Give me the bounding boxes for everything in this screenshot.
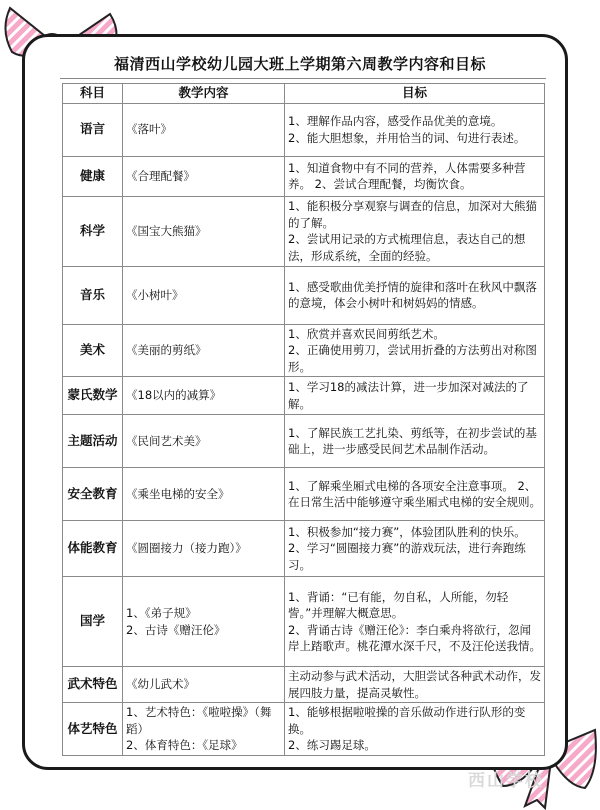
goal-line: 1、了解民族工艺扎染、剪纸等，在初步尝试的基础上，进一步感受民间艺术品制作活动。 bbox=[288, 425, 537, 456]
subject-cell: 安全教育 bbox=[63, 468, 123, 521]
title-divider bbox=[60, 78, 546, 79]
goal-cell bbox=[285, 266, 545, 324]
table-row bbox=[63, 324, 545, 377]
content-cell bbox=[123, 377, 285, 415]
content-cell bbox=[123, 103, 285, 156]
table-row bbox=[63, 415, 545, 468]
content-line: 《小树叶》 bbox=[126, 287, 184, 302]
goal-cell bbox=[285, 468, 545, 521]
content-line: 《民间艺术美》 bbox=[126, 433, 207, 448]
content-line: 2、体育特色：《足球》 bbox=[126, 738, 243, 752]
content-line: 《美丽的剪纸》 bbox=[126, 343, 207, 357]
content-line: 1、《弟子规》 bbox=[126, 606, 197, 620]
table-row bbox=[63, 103, 545, 156]
watermark-text: 西山学校 bbox=[468, 771, 544, 791]
content-line: 《18以内的减算》 bbox=[126, 388, 222, 403]
goal-line: 2、正确使用剪刀，尝试用折叠的方法剪出对称图形。 bbox=[288, 343, 537, 374]
goal-line: 2、背诵古诗《赠汪伦》：李白乘舟将欲行，忽闻岸上踏歌声。桃花潭水深千尺，不及汪伦送我情。 bbox=[288, 622, 541, 653]
goal-line: 1、能积极分享观察与调查的信息，加深对大熊猫的了解。 bbox=[288, 199, 537, 230]
content-line: 《幼儿武术》 bbox=[126, 677, 195, 692]
schedule-table bbox=[62, 83, 545, 756]
table-header-row bbox=[63, 84, 545, 104]
subject-cell: 语言 bbox=[63, 103, 123, 156]
goal-cell bbox=[285, 377, 545, 415]
goal-line: 1、积极参加“接力赛”，体验团队胜利的快乐。2、学习“圆圈接力赛”的游戏玩法，进行奔跑练习。 bbox=[288, 524, 526, 572]
subject-cell: 武术特色 bbox=[63, 667, 123, 703]
goal-cell bbox=[285, 324, 545, 377]
goal-line: 1、感受歌曲优美抒情的旋律和落叶在秋风中飘落的意境，体会小树叶和树妈妈的情感。 bbox=[288, 279, 537, 310]
subject-cell: 体能教育 bbox=[63, 521, 123, 577]
goal-cell bbox=[285, 703, 545, 756]
header-content: 教学内容 bbox=[123, 84, 285, 104]
goal-line: 2、练习踢足球。 bbox=[288, 738, 376, 752]
goal-cell bbox=[285, 196, 545, 266]
content-cell bbox=[123, 196, 285, 266]
subject-cell: 国学 bbox=[63, 577, 123, 667]
table-row bbox=[63, 667, 545, 703]
content-cell bbox=[123, 415, 285, 468]
content-line: 1、艺术特色：《啦啦操》（舞蹈） bbox=[126, 705, 272, 736]
goal-line: 1、能够根据啦啦操的音乐做动作进行队形的变换。 bbox=[288, 705, 526, 736]
subject-cell: 主题活动 bbox=[63, 415, 123, 468]
goal-cell bbox=[285, 521, 545, 577]
content-line: 《圆圈接力（接力跑）》 bbox=[126, 541, 247, 556]
content-line: 2、古诗《赠汪伦》 bbox=[126, 622, 226, 637]
table-row bbox=[63, 703, 545, 756]
table-row bbox=[63, 156, 545, 196]
content-cell bbox=[123, 468, 285, 521]
goal-line: 1、背诵：“已有能，勿自私，人所能，勿轻訾。”并理解大概意思。 bbox=[288, 589, 509, 620]
subject-cell: 蒙氏数学 bbox=[63, 377, 123, 415]
page-title: 福清西山学校幼儿园大班上学期第六周教学内容和目标 bbox=[113, 55, 486, 73]
content-cell bbox=[123, 703, 285, 756]
subject-cell: 美术 bbox=[63, 324, 123, 377]
subject-cell: 科学 bbox=[63, 196, 123, 266]
goal-line: 2、尝试用记录的方式梳理信息，表达自己的想法，形成系统，全面的经验。 bbox=[288, 232, 526, 263]
subject-cell: 体艺特色 bbox=[63, 703, 123, 756]
goal-line: 1、知道食物中有不同的营养，人体需要多种营养。 2、尝试合理配餐，均衡饮食。 bbox=[288, 160, 526, 191]
content-line: 《国宝大熊猫》 bbox=[126, 223, 207, 238]
goal-cell bbox=[285, 415, 545, 468]
goal-cell bbox=[285, 667, 545, 703]
goal-line: 1、了解乘坐厢式电梯的各项安全注意事项。 2、在日常生活中能够遵守乘坐厢式电梯的安全规则。 bbox=[288, 478, 541, 509]
subject-cell: 健康 bbox=[63, 156, 123, 196]
goal-line: 1、欣赏并喜欢民间剪纸艺术。 bbox=[288, 326, 445, 341]
header-goal: 目标 bbox=[285, 84, 545, 104]
content-line: 《合理配餐》 bbox=[126, 168, 195, 183]
goal-cell bbox=[285, 103, 545, 156]
goal-line: 1、学习18的减法计算，进一步加深对减法的了解。 bbox=[288, 380, 529, 411]
content-cell bbox=[123, 266, 285, 324]
goal-line: 1、理解作品内容，感受作品优美的意境。 bbox=[288, 114, 503, 128]
header-subject: 科目 bbox=[63, 84, 123, 104]
subject-cell: 音乐 bbox=[63, 266, 123, 324]
goal-cell bbox=[285, 156, 545, 196]
goal-line: 主动动参与武术活动，大胆尝试各种武术动作，发展四肢力量，提高灵敏性。 bbox=[288, 669, 541, 700]
table-row bbox=[63, 468, 545, 521]
content-cell bbox=[123, 577, 285, 667]
content-cell bbox=[123, 324, 285, 377]
table-row bbox=[63, 521, 545, 577]
goal-cell bbox=[285, 577, 545, 667]
table-row bbox=[63, 377, 545, 415]
goal-line: 2、能大胆想象，并用恰当的词、句进行表述。 bbox=[288, 130, 526, 145]
content-line: 《乘坐电梯的安全》 bbox=[126, 486, 230, 501]
content-line: 《落叶》 bbox=[126, 122, 172, 137]
content-cell bbox=[123, 156, 285, 196]
table-row bbox=[63, 577, 545, 667]
table-row bbox=[63, 266, 545, 324]
content-cell bbox=[123, 521, 285, 577]
content-cell bbox=[123, 667, 285, 703]
table-row bbox=[63, 196, 545, 266]
